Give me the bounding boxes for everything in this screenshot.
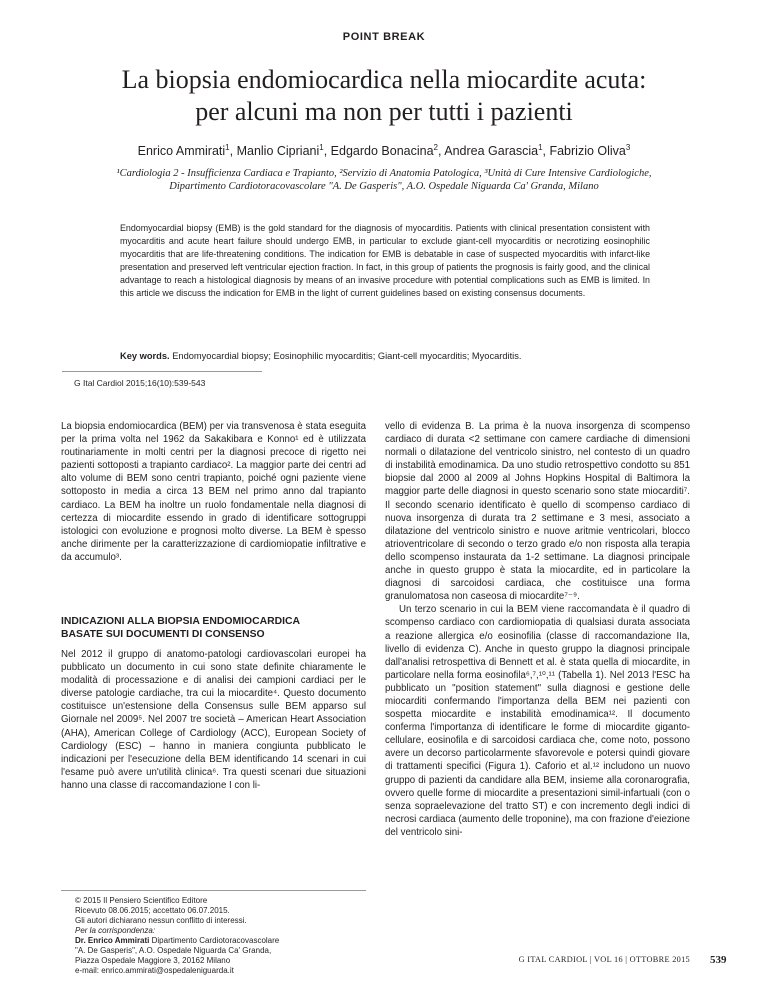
affiliation-line-2: Dipartimento Cardiotoracovascolare "A. De Gasperis", A.O. Ospedale Niguarda Ca' Granda, Milano: [169, 181, 599, 192]
keywords-label: Key words.: [120, 351, 170, 361]
page-number: 539: [710, 954, 727, 966]
footnote-correspondence-name-line: [75, 936, 365, 946]
author-name: Manlio Cipriani: [236, 144, 320, 159]
correspondence-name: Dr. Enrico Ammirati: [75, 936, 150, 945]
footnote-correspondence-label: Per la corrispondenza:: [75, 926, 156, 935]
section-heading: [61, 615, 366, 641]
footnote-rule: [61, 890, 366, 891]
author-list: Enrico Ammirati$^1$, Manlio Cipriani$^1$, Edgardo Bonacina$^2$, Andrea Garascia$^1$, Fabrizio Oliva$^3$: [137, 143, 631, 159]
author-affiliation-mark: 3: [625, 143, 631, 152]
footnote-correspondence-address: Piazza Ospedale Maggiore 3, 20162 Milano: [75, 956, 231, 965]
keywords: [120, 351, 650, 361]
keywords-text: Endomyocardial biopsy; Eosinophilic myocarditis; Giant-cell myocarditis; Myocarditis.: [172, 351, 522, 361]
affiliation-line-1: ¹Cardiologia 2 - Insufficienza Cardiaca e Trapianto, ²Servizio di Anatomia Patologica, ³Unità di Cure Intensive Cardiologiche,: [116, 168, 652, 179]
section-heading-line-1: INDICAZIONI ALLA BIOPSIA ENDOMIOCARDICA: [61, 616, 300, 627]
citation: G Ital Cardiol 2015;16(10):539-543: [74, 378, 206, 388]
author-affiliation-mark: 1: [538, 143, 543, 152]
title-line-2: per alcuni ma non per tutti i pazienti: [195, 97, 573, 126]
author-affiliation-mark: 1: [225, 143, 230, 152]
right-column: [385, 420, 690, 839]
article-title: [0, 64, 768, 128]
left-column-section: [61, 648, 366, 792]
author-name: Enrico Ammirati: [137, 144, 226, 159]
footnote-conflict: Gli autori dichiarano nessun conflitto di interessi.: [75, 916, 247, 925]
affiliations: [0, 167, 768, 193]
author-name: Edgardo Bonacina: [330, 144, 434, 159]
body-paragraph: Un terzo scenario in cui la BEM viene raccomandata è il quadro di scompenso cardiaco con cardiomiopatia di qualsiasi durata associata a reazione allergica e/o eosinofilia (classe di raccomandazione IIa, livello di evidenza C). Anche in questo gruppo la diagnosi principale dall'analisi retrospettiva di Bennett et al. è stata quella di miocardite, in particolare nella forma eosinofila⁶,⁷,¹⁰,¹¹ (Tabella 1). Nel 2013 l'ESC ha pubblicato un "position statement" sulla diagnosi e gestione delle miocarditi confermando l'importanza della BEM nei pazienti con sospetta miocardite e instabilità emodinamica¹². Il documento conferma l'importanza di identificare le forme di miocardite giganto-cellulare, eosinofila e di sarcoidosi cardiaca che, come noto, possono avere un decorso particolarmente sfavorevole e potersi quindi giovare di trattamenti specifici (Figura 1). Caforio et al.¹² includono un nuovo gruppo di pazienti da candidare alla BEM, insieme alla coronarografia, ovvero quelle forme di miocardite a presentazioni simil-infartuali (con o senza sopraelevazione del tratto ST) e con incremento degli indici di necrosi cardiaca (aumento delle troponine), ma con frazione d'eiezione del ventricolo sini-: [385, 604, 690, 838]
body-paragraph: Nel 2012 il gruppo di anatomo-patologi cardiovascolari europei ha pubblicato un documento in cui sono state definite chiaramente le modalità di processazione e di analisi dei campioni cardiaci per le diverse patologie cardiache, tra cui la miocardite⁴. Questo documento costituisce un'estensione della Consensus sulle BEM apparso sul Giornale nel 2009⁵. Nel 2007 tre società – American Heart Association (AHA), American College of Cardiology (ACC), European Society of Cardiology (ESC) – hanno in maniera congiunta pubblicato le indicazioni per l'esecuzione della BEM identificando 14 scenari in cui l'esame può avere un'utilità clinica⁶. Tra questi scenari due situazioni hanno una classe di raccomandazione I con li-: [61, 649, 366, 791]
footnote: [75, 896, 365, 976]
journal-footer: G ITAL CARDIOL | VOL 16 | OTTOBRE 2015: [518, 955, 690, 964]
left-column-intro: [61, 420, 366, 564]
footnote-correspondence-hospital: "A. De Gasperis", A.O. Ospedale Niguarda Ca' Granda,: [75, 946, 272, 955]
footnote-received: Ricevuto 08.06.2015; accettato 06.07.2015.: [75, 906, 230, 915]
author-name: Fabrizio Oliva: [549, 144, 626, 159]
correspondence-department: Dipartimento Cardiotoracovascolare: [151, 936, 280, 945]
footnote-copyright: © 2015 Il Pensiero Scientifico Editore: [75, 896, 208, 905]
footnote-correspondence-email: e-mail: enrico.ammirati@ospedaleniguarda.it: [75, 966, 234, 975]
body-paragraph: vello di evidenza B. La prima è la nuova insorgenza di scompenso cardiaco di durata <2 settimane con camere cardiache di dimensioni normali o dilatazione del ventricolo sinistro, nel contesto di un quadro di instabilità emodinamica. Da uno studio retrospettivo condotto su 851 biopsie dal 2000 al 2009 al Johns Hopkins Hospital di Baltimora la maggior parte delle diagnosi in questo scenario sono state miocarditi⁷. Il secondo scenario identificato è quello di scompenso cardiaco di nuova insorgenza di durata tra 2 settimane e 3 mesi, associato a dilatazione del ventricolo sinistro e nuove aritmie ventricolari, blocco atrioventricolare di secondo o terzo grado e/o non risposta alla terapia dello scompenso instaurata da 1-2 settimane. La diagnosi principale anche in questo gruppo è stata la miocardite, ed in particolare la diagnosi di sarcoidosi cardiaca, che costituisce una forma granulomatosa non caseosa di miocardite⁷⁻⁹.: [385, 421, 690, 603]
abstract: Endomyocardial biopsy (EMB) is the gold standard for the diagnosis of myocarditis. Patients with clinical presentation consistent with myocarditis and acute heart failure should undergo EMB, in particular to exclude giant-cell myocarditis or necrotizing eosinophilic myocarditis that are life-threatening conditions. The indication for EMB is debatable in case of suspected myocarditis with infarct-like presentation and preserved left ventricular ejection fraction. In fact, in this group of patients the prognosis is fairly good, and the clinical advantage to reach a histological diagnosis by means of an invasive procedure with potential complications such as EMB is limited. In this article we discuss the indication for EMB in the light of current guidelines based on existing consensus documents.: [120, 223, 650, 299]
author-name: Andrea Garascia: [444, 144, 539, 159]
author-affiliation-mark: 1: [319, 143, 324, 152]
author-affiliation-mark: 2: [433, 143, 438, 152]
divider: [62, 371, 262, 372]
body-paragraph: La biopsia endomiocardica (BEM) per via transvenosa è stata eseguita per la prima volta nel 1962 da Sakakibara e Konno¹ ed è utilizzata routinariamente in molti centri per la diagnosi precoce di rigetto nei pazienti sottoposti a trapianto cardiaco². La maggior parte dei centri ad alto volume di BEM sono centri trapianto, poiché ogni paziente viene sottoposto in media a circa 13 BEM nel primo anno dal trapianto cardiaco. La BEM ha inoltre un ruolo fondamentale nella diagnosi di certezza di miocardite essendo in grado di identificare sottogruppi istologici con evoluzione e prognosi molto diverse. La BEM è spesso anche dirimente per la caratterizzazione di cardiomiopatie infiltrative e da accumulo³.: [61, 421, 366, 563]
section-tag: POINT BREAK: [342, 31, 426, 43]
title-line-1: La biopsia endomiocardica nella miocardite acuta:: [121, 65, 647, 94]
section-heading-line-2: BASATE SUI DOCUMENTI DI CONSENSO: [61, 629, 265, 640]
